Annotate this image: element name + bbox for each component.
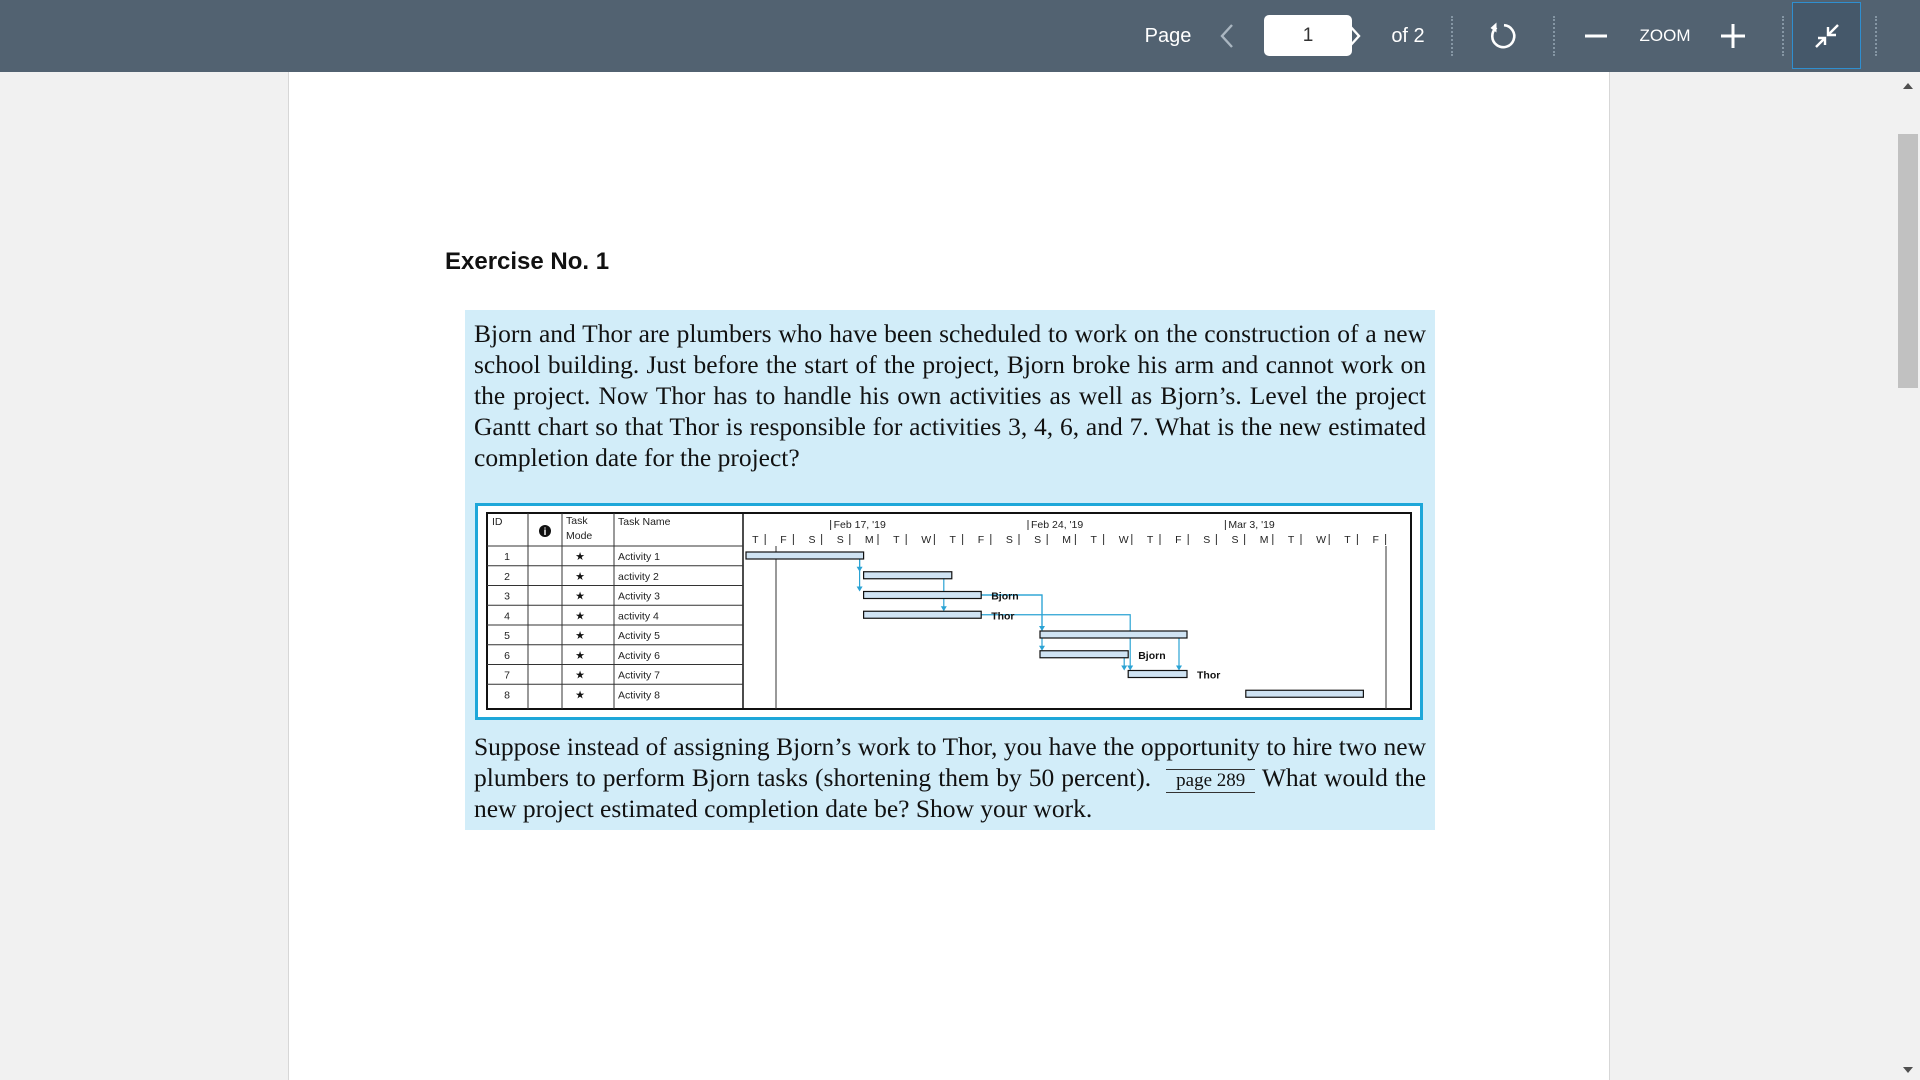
gantt-week-label: Mar 3, '19	[1228, 519, 1275, 531]
gantt-day-label: S	[1203, 534, 1211, 546]
gantt-task-name: Activity 1	[618, 551, 661, 563]
gantt-task-id: 4	[504, 610, 510, 623]
document-page	[288, 72, 1610, 1080]
gantt-day-label: F	[1372, 534, 1379, 546]
plus-icon	[1721, 24, 1745, 48]
gantt-task-mode-icon: ★	[575, 648, 585, 662]
gantt-task-id: 6	[504, 649, 510, 662]
zoom-out-button[interactable]	[1580, 0, 1612, 72]
page-count: of 2	[1391, 24, 1425, 47]
gantt-task-mode-icon: ★	[575, 688, 585, 702]
gantt-resource-label: Bjorn	[1138, 649, 1166, 662]
gantt-day-label: S	[836, 534, 844, 546]
toolbar-divider	[1451, 16, 1453, 56]
previous-page-button[interactable]	[1212, 0, 1242, 72]
page-reference: page 289	[1166, 769, 1255, 793]
gantt-day-label: M	[1062, 534, 1072, 546]
gantt-day-label: W	[921, 534, 932, 546]
gantt-task-mode-icon: ★	[575, 589, 585, 603]
gantt-header-info: i	[543, 527, 547, 538]
gantt-resource-label: Thor	[1197, 669, 1221, 682]
gantt-day-label: F	[977, 534, 985, 546]
vertical-scrollbar[interactable]	[1896, 72, 1920, 1080]
gantt-task-bar	[1246, 690, 1364, 697]
zoom-label: ZOOM	[1639, 26, 1691, 45]
gantt-task-name: activity 4	[618, 610, 659, 623]
rotate-icon	[1487, 21, 1517, 51]
gantt-task-bar	[1128, 671, 1187, 678]
gantt-task-bar	[864, 611, 982, 618]
next-page-button[interactable]	[1339, 0, 1369, 72]
gantt-task-bar	[864, 572, 952, 579]
collapse-icon	[1813, 22, 1841, 50]
exit-fullscreen-button[interactable]	[1792, 2, 1861, 69]
gantt-header-task-name: Task Name	[618, 516, 671, 528]
exercise-title: Exercise No. 1	[445, 248, 610, 275]
gantt-day-label: S	[808, 534, 816, 546]
gantt-task-id: 2	[504, 570, 510, 583]
zoom-in-button[interactable]	[1716, 0, 1750, 72]
gantt-task-mode-icon: ★	[575, 668, 585, 682]
gantt-task-name: activity 2	[618, 570, 659, 583]
gantt-task-id: 8	[504, 689, 510, 702]
gantt-week-label: Feb 24, '19	[1031, 519, 1084, 531]
minus-icon	[1585, 34, 1607, 38]
gantt-task-name: Activity 6	[618, 649, 661, 662]
toolbar-divider	[1875, 16, 1877, 56]
gantt-day-label: F	[1175, 534, 1182, 546]
gantt-header-task-mode: Task	[566, 515, 588, 527]
gantt-task-name: Activity 3	[618, 590, 661, 603]
chevron-left-icon	[1219, 23, 1235, 49]
gantt-task-id: 3	[504, 590, 510, 603]
gantt-task-id: 7	[504, 669, 510, 682]
gantt-task-mode-icon: ★	[575, 550, 585, 563]
gantt-day-label: S	[1231, 534, 1239, 546]
gantt-task-mode-icon: ★	[575, 569, 585, 583]
followup-text: Suppose instead of assigning Bjorn’s work to Thor, you have the opportunity to hire two new plumbers to perform Bjorn tasks (shortening them by 50 percent).	[474, 732, 1426, 792]
gantt-task-id: 5	[504, 630, 510, 642]
scroll-thumb[interactable]	[1898, 134, 1918, 388]
gantt-resource-label: Bjorn	[991, 590, 1019, 603]
exercise-paragraph: Bjorn and Thor are plumbers who have been scheduled to work on the construction of a new school building. Just before the start of the project, Bjorn broke his arm and cannot work on the project. Now Thor has to handle his own activities as well as Bjorn’s. Level the project Gantt chart so that Thor is responsible for activities 3, 4, 6, and 7. What is the new estimated completion date for the project?	[474, 319, 1426, 472]
toolbar	[0, 0, 1920, 72]
gantt-task-bar	[864, 592, 982, 599]
gantt-day-label: T	[893, 534, 900, 546]
gantt-task-bar	[1040, 631, 1187, 638]
gantt-day-label: M	[1259, 534, 1269, 546]
gantt-chart-svg	[486, 512, 1412, 710]
gantt-day-label: F	[780, 534, 787, 546]
gantt-header-id: ID	[492, 516, 503, 528]
gantt-week-label: Feb 17, '19	[833, 519, 886, 531]
gantt-day-label: T	[1344, 534, 1351, 546]
gantt-task-mode-icon: ★	[575, 609, 585, 623]
toolbar-divider	[1782, 16, 1784, 56]
gantt-day-label: T	[1090, 534, 1097, 546]
page-label: Page	[1144, 24, 1192, 47]
rotate-button[interactable]	[1486, 0, 1518, 72]
toolbar-divider	[1553, 16, 1555, 56]
gantt-day-label: S	[1034, 534, 1042, 546]
gantt-day-label: M	[864, 534, 874, 546]
gantt-task-id: 1	[504, 551, 510, 563]
followup-paragraph	[474, 731, 1426, 824]
gantt-resource-label: Thor	[991, 610, 1015, 623]
gantt-task-name: Activity 8	[618, 689, 661, 702]
chevron-right-icon	[1346, 23, 1362, 49]
scroll-down-button[interactable]	[1896, 1060, 1920, 1080]
gantt-day-label: W	[1118, 534, 1129, 546]
gantt-day-label: S	[1005, 534, 1013, 546]
gantt-day-label: T	[949, 534, 956, 546]
gantt-task-name: Activity 7	[618, 669, 661, 682]
gantt-day-label: T	[1287, 534, 1295, 546]
caret-down-icon	[1903, 1067, 1913, 1073]
gantt-task-mode-icon: ★	[575, 629, 585, 642]
gantt-day-label: T	[752, 534, 759, 546]
gantt-header-task-mode: Mode	[566, 530, 593, 542]
gantt-task-bar	[746, 552, 864, 559]
gantt-day-label: T	[1146, 534, 1154, 546]
gantt-task-bar	[1040, 651, 1128, 658]
exercise-highlight-box	[465, 310, 1435, 830]
gantt-task-name: Activity 5	[618, 630, 661, 642]
scroll-up-button[interactable]	[1896, 76, 1920, 96]
caret-up-icon	[1903, 83, 1913, 89]
gantt-day-label: W	[1316, 534, 1327, 546]
followup-question: What would the new project estimated completion date be? Show your work.	[474, 763, 1427, 823]
gantt-chart	[475, 503, 1423, 720]
